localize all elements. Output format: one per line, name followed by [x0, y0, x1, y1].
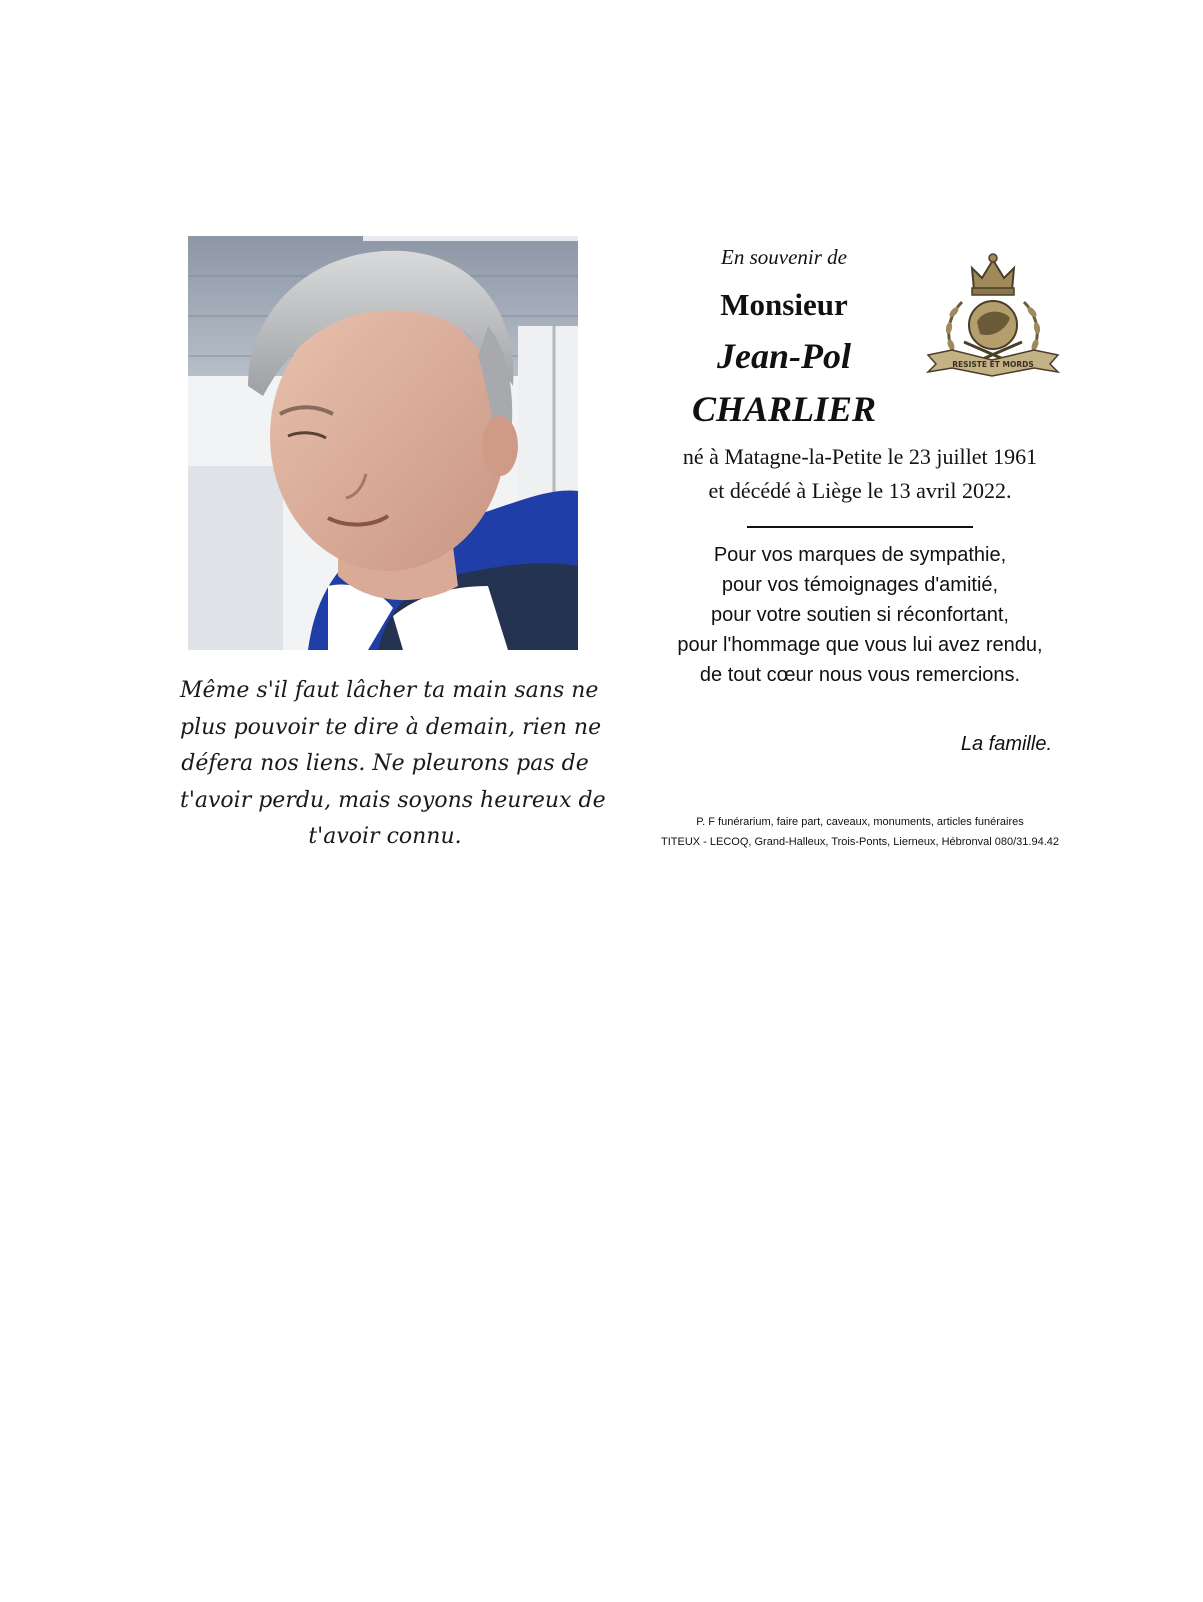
honorific: Monsieur — [720, 287, 848, 322]
memorial-intro: En souvenir de — [721, 245, 847, 269]
thanks-line: pour l'hommage que vous lui avez rendu, — [677, 634, 1043, 656]
crest-banner-text: RESISTE ET MORDS — [952, 360, 1034, 369]
regimental-crest-icon — [922, 250, 1064, 390]
poem-line: Même s'il faut lâcher ta main sans ne — [180, 678, 599, 703]
family-signature: La famille. — [960, 733, 1052, 755]
portrait-photo — [188, 236, 578, 650]
life-dates — [640, 440, 1080, 508]
funeral-home-footer — [620, 812, 1100, 852]
thanks-line: de tout cœur nous vous remercions. — [699, 664, 1021, 686]
footer-line-services: P. F funérarium, faire part, caveaux, monuments, articles funéraires — [696, 816, 1024, 828]
first-name: Jean-Pol — [717, 336, 851, 376]
poem-line: plus pouvoir te dire à demain, rien ne — [180, 714, 602, 740]
footer-line-contact: TITEUX - LECOQ, Grand-Halleux, Trois-Ponts, Lierneux, Hébronval 080/31.94.42 — [660, 836, 1059, 848]
last-name: CHARLIER — [691, 389, 877, 429]
poem — [180, 673, 606, 856]
poem-line: défera nos liens. Ne pleurons pas de — [181, 751, 589, 776]
birth-line: né à Matagne-la-Petite le 23 juillet 1961 — [682, 444, 1038, 469]
thanks-line: pour vos témoignages d'amitié, — [721, 574, 999, 596]
divider-line — [747, 526, 973, 528]
thanks-line: Pour vos marques de sympathie, — [713, 544, 1007, 566]
death-line: et décédé à Liège le 13 avril 2022. — [708, 478, 1012, 503]
poem-line: t'avoir perdu, mais soyons heureux de — [180, 787, 606, 813]
thanks-line: pour votre soutien si réconfortant, — [711, 604, 1009, 626]
poem-line: t'avoir connu. — [308, 824, 462, 849]
thanks-message — [630, 540, 1090, 690]
